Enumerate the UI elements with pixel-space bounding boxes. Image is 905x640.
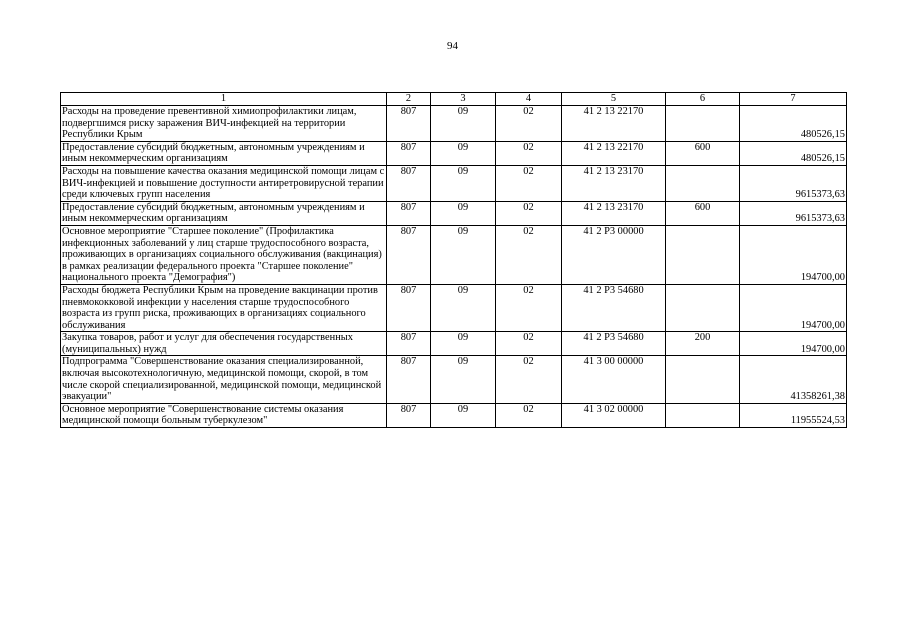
row-vr: [666, 356, 740, 403]
row-gr: 807: [387, 332, 431, 356]
header-col-7: 7: [740, 93, 847, 106]
row-sum: 480526,15: [740, 141, 847, 165]
row-name: Расходы на повышение качества оказания медицинской помощи лицам с ВИЧ-инфекцией и повышение доступности антиретровирусной терапии среди ключевых групп населения: [61, 165, 387, 201]
row-vr: [666, 225, 740, 284]
row-name: Расходы бюджета Республики Крым на проведение вакцинации против пневмококковой инфекции у населения старше трудоспособного возраста из групп риска, проживающих в организациях социального обслуживания: [61, 284, 387, 331]
row-name: Основное мероприятие "Совершенствование системы оказания медицинской помощи больным туберкулезом": [61, 403, 387, 427]
row-csr: 41 3 02 00000: [562, 403, 666, 427]
header-col-1: 1: [61, 93, 387, 106]
row-pr: 02: [496, 332, 562, 356]
row-vr: 200: [666, 332, 740, 356]
row-name: Закупка товаров, работ и услуг для обеспечения государственных (муниципальных) нужд: [61, 332, 387, 356]
row-vr: [666, 403, 740, 427]
table-row: [61, 403, 847, 427]
row-csr: 41 2 P3 54680: [562, 284, 666, 331]
header-col-2: 2: [387, 93, 431, 106]
row-csr: 41 2 13 22170: [562, 141, 666, 165]
table-row: [61, 284, 847, 331]
row-csr: 41 2 P3 54680: [562, 332, 666, 356]
row-gr: 807: [387, 201, 431, 225]
row-pr: 02: [496, 225, 562, 284]
row-vr: [666, 106, 740, 142]
row-rz: 09: [431, 403, 496, 427]
header-col-6: 6: [666, 93, 740, 106]
row-sum: 194700,00: [740, 225, 847, 284]
row-vr: [666, 284, 740, 331]
row-sum: 194700,00: [740, 332, 847, 356]
row-sum: 9615373,63: [740, 201, 847, 225]
row-gr: 807: [387, 106, 431, 142]
budget-table: [60, 92, 847, 428]
row-rz: 09: [431, 141, 496, 165]
row-rz: 09: [431, 356, 496, 403]
row-pr: 02: [496, 284, 562, 331]
page-number: 94: [447, 40, 458, 52]
row-rz: 09: [431, 284, 496, 331]
row-vr: [666, 165, 740, 201]
table-row: [61, 356, 847, 403]
header-row: [61, 93, 847, 106]
row-sum: 194700,00: [740, 284, 847, 331]
row-csr: 41 3 00 00000: [562, 356, 666, 403]
table-row: [61, 332, 847, 356]
row-gr: 807: [387, 356, 431, 403]
row-pr: 02: [496, 403, 562, 427]
table-header: [61, 93, 847, 106]
row-pr: 02: [496, 106, 562, 142]
row-pr: 02: [496, 141, 562, 165]
header-col-3: 3: [431, 93, 496, 106]
row-pr: 02: [496, 165, 562, 201]
row-rz: 09: [431, 106, 496, 142]
row-rz: 09: [431, 165, 496, 201]
row-csr: 41 2 13 23170: [562, 165, 666, 201]
table-row: [61, 106, 847, 142]
row-sum: 480526,15: [740, 106, 847, 142]
row-vr: 600: [666, 141, 740, 165]
row-rz: 09: [431, 225, 496, 284]
table-body: [61, 106, 847, 428]
row-name: Предоставление субсидий бюджетным, автономным учреждениям и иным некоммерческим организациям: [61, 141, 387, 165]
header-col-5: 5: [562, 93, 666, 106]
row-gr: 807: [387, 403, 431, 427]
table-row: [61, 165, 847, 201]
row-gr: 807: [387, 141, 431, 165]
row-name: Основное мероприятие "Старшее поколение" (Профилактика инфекционных заболеваний у лиц старше трудоспособного возраста, проживающих в организациях социального обслуживания (вакцинация) в рамках реализации федерального проекта "Старшее поколение" национального проекта "Демография"): [61, 225, 387, 284]
header-col-4: 4: [496, 93, 562, 106]
row-gr: 807: [387, 225, 431, 284]
row-rz: 09: [431, 201, 496, 225]
table-row: [61, 141, 847, 165]
table-row: [61, 225, 847, 284]
row-sum: 9615373,63: [740, 165, 847, 201]
table-row: [61, 201, 847, 225]
row-name: Подпрограмма "Совершенствование оказания специализированной, включая высокотехнологичную, медицинской помощи, скорой, в том числе скорой специализированной, медицинской помощи, медицинской эвакуации": [61, 356, 387, 403]
row-vr: 600: [666, 201, 740, 225]
row-sum: 41358261,38: [740, 356, 847, 403]
row-rz: 09: [431, 332, 496, 356]
row-name: Расходы на проведение превентивной химиопрофилактики лицам, подвергшимся риску заражения ВИЧ-инфекцией на территории Республики Крым: [61, 106, 387, 142]
row-csr: 41 2 13 23170: [562, 201, 666, 225]
row-pr: 02: [496, 356, 562, 403]
row-csr: 41 2 P3 00000: [562, 225, 666, 284]
row-sum: 11955524,53: [740, 403, 847, 427]
row-pr: 02: [496, 201, 562, 225]
row-name: Предоставление субсидий бюджетным, автономным учреждениям и иным некоммерческим организациям: [61, 201, 387, 225]
row-csr: 41 2 13 22170: [562, 106, 666, 142]
row-gr: 807: [387, 165, 431, 201]
row-gr: 807: [387, 284, 431, 331]
